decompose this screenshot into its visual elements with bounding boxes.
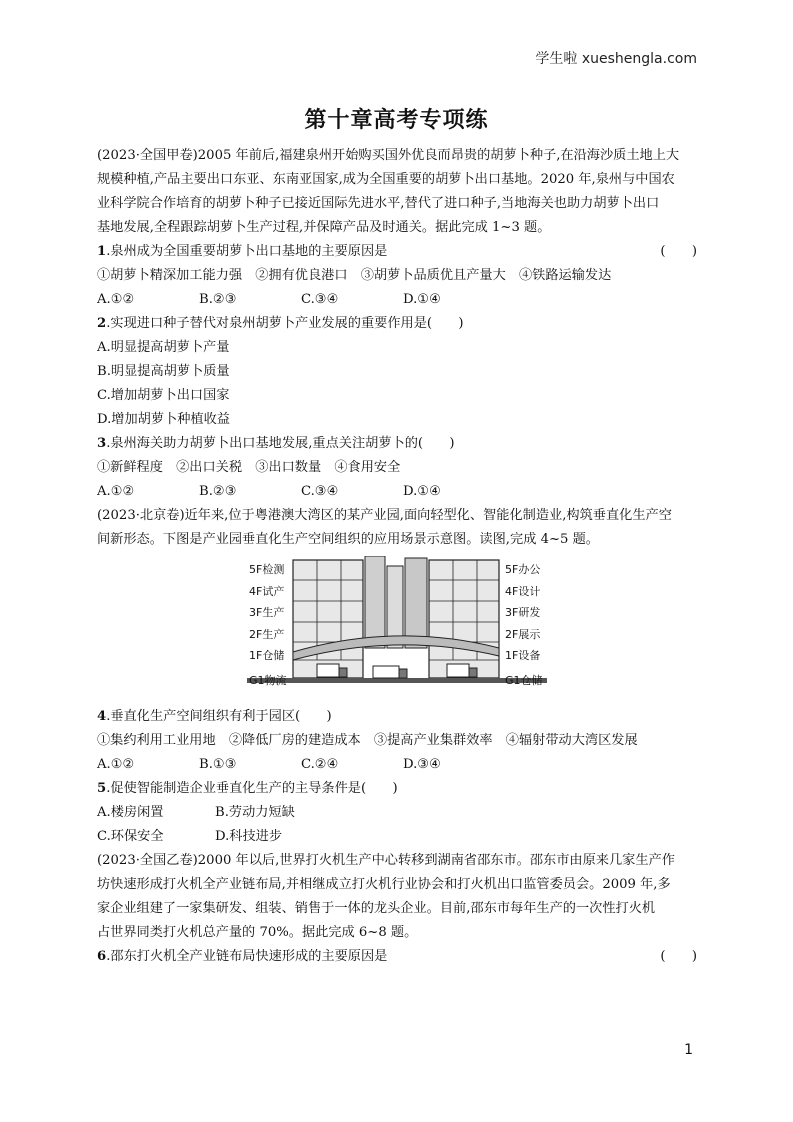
question-text: .垂直化生产空间组织有利于园区( ) xyxy=(106,709,332,724)
passage-line: (2023·全国甲卷)2005 年前后,福建泉州开始购买国外优良而昂贵的胡萝卜种子,在沿海沙质土地上大 xyxy=(97,148,680,163)
passage-1 xyxy=(97,144,697,240)
option-b: B.②③ xyxy=(199,292,237,307)
option-a: A.楼房闲置 xyxy=(97,805,164,820)
question-3 xyxy=(97,432,697,456)
question-items: ①胡萝卜精深加工能力强 ②拥有优良港口 ③胡萝卜品质优且产量大 ④铁路运输发达 xyxy=(97,268,612,283)
question-text: .实现进口种子替代对泉州胡萝卜产业发展的重要作用是( ) xyxy=(106,316,464,331)
ground xyxy=(247,678,547,683)
passage-line: 坊快速形成打火机全产业链布局,并相继成立打火机行业协会和打火机出口监管委员会。2009 年,多 xyxy=(97,877,671,892)
option-d: D.①④ xyxy=(403,484,441,499)
question-items: ①集约利用工业用地 ②降低厂房的建造成本 ③提高产业集群效率 ④辐射带动大湾区发展 xyxy=(97,733,638,748)
vertical-production-diagram xyxy=(247,556,547,699)
option-b: B.明显提高胡萝卜质量 xyxy=(97,364,230,379)
passage-line: 占世界同类打火机总产量的 70%。据此完成 6~8 题。 xyxy=(97,925,418,940)
option-b: B.①③ xyxy=(199,757,237,772)
option-d: D.①④ xyxy=(403,292,441,307)
question-text: .泉州海关助力胡萝卜出口基地发展,重点关注胡萝卜的( ) xyxy=(106,436,455,451)
page-number: 1 xyxy=(684,1042,693,1058)
floor-label-right: 2F展示 xyxy=(505,628,541,641)
option-c: C.②④ xyxy=(301,757,339,772)
question-5 xyxy=(97,777,697,801)
middle-tower xyxy=(365,556,385,648)
middle-tower xyxy=(405,558,427,648)
passage-line: 家企业组建了一家集研发、组装、销售于一体的龙头企业。目前,邵东市每年生产的一次性打火机 xyxy=(97,901,656,916)
floor-label-left: 2F生产 xyxy=(249,628,285,641)
content xyxy=(97,144,697,969)
passage-line: (2023·全国乙卷)2000 年以后,世界打火机生产中心转移到湖南省邵东市。邵东市由原来几家生产作 xyxy=(97,853,675,868)
question-number: 5 xyxy=(97,781,107,796)
option-d: D.③④ xyxy=(403,757,441,772)
passage-3 xyxy=(97,849,697,945)
option-a: A.明显提高胡萝卜产量 xyxy=(97,340,230,355)
option-d: D.科技进步 xyxy=(215,829,283,844)
question-number: 6 xyxy=(97,949,107,964)
options xyxy=(97,753,697,777)
answer-blank: ( ) xyxy=(660,949,697,964)
options xyxy=(97,480,697,504)
floor-label-left: 1F仓储 xyxy=(249,649,285,662)
passage-line: 间新形态。下图是产业园垂直化生产空间组织的应用场景示意图。读图,完成 4~5 题。 xyxy=(97,532,599,547)
question-number: 2 xyxy=(97,316,107,331)
option-b: B.劳动力短缺 xyxy=(215,805,295,820)
passage-line: 业科学院合作培育的胡萝卜种子已接近国际先进水平,替代了进口种子,当地海关也助力胡萝卜出口 xyxy=(97,196,660,211)
option-c: C.增加胡萝卜出口国家 xyxy=(97,388,230,403)
option-b: B.②③ xyxy=(199,484,237,499)
floor-label-right: 3F研发 xyxy=(505,606,541,619)
option-a: A.①② xyxy=(97,484,135,499)
question-text: .邵东打火机全产业链布局快速形成的主要原因是 xyxy=(106,949,388,964)
floor-label-right: 1F设备 xyxy=(505,649,541,662)
page-title: 第十章高考专项练 xyxy=(304,108,489,133)
floor-label-left: 4F试产 xyxy=(249,585,285,598)
passage-line: (2023·北京卷)近年来,位于粤港澳大湾区的某产业园,面向轻型化、智能化制造业,构筑垂直化生产空 xyxy=(97,508,672,523)
passage-line: 基地发展,全程跟踪胡萝卜生产过程,并保障产品及时通关。据此完成 1~3 题。 xyxy=(97,220,551,235)
floor-label-left: G1物流 xyxy=(249,674,287,687)
question-number: 3 xyxy=(97,436,107,451)
floor-label-right: G1仓储 xyxy=(505,674,543,687)
question-number: 1 xyxy=(97,244,107,259)
answer-blank: ( ) xyxy=(660,244,697,259)
question-4 xyxy=(97,705,697,729)
option-a: A.①② xyxy=(97,292,135,307)
options xyxy=(97,288,697,312)
question-text: .泉州成为全国重要胡萝卜出口基地的主要原因是 xyxy=(106,244,388,259)
passage-2 xyxy=(97,504,697,552)
question-1 xyxy=(97,240,697,264)
option-c: C.③④ xyxy=(301,484,339,499)
option-a: A.①② xyxy=(97,757,135,772)
option-c: C.环保安全 xyxy=(97,829,164,844)
options xyxy=(97,801,697,825)
options xyxy=(97,825,697,849)
question-items: ①新鲜程度 ②出口关税 ③出口数量 ④食用安全 xyxy=(97,460,401,475)
watermark: 学生啦 xueshengla.com xyxy=(535,51,697,67)
option-c: C.③④ xyxy=(301,292,339,307)
question-2 xyxy=(97,312,697,336)
passage-line: 规模种植,产品主要出口东亚、东南亚国家,成为全国重要的胡萝卜出口基地。2020 年,泉州与中国农 xyxy=(97,172,675,187)
floor-label-left: 5F检测 xyxy=(249,563,285,576)
question-text: .促使智能制造企业垂直化生产的主导条件是( ) xyxy=(106,781,398,796)
option-d: D.增加胡萝卜种植收益 xyxy=(97,412,230,427)
floor-label-right: 4F设计 xyxy=(505,585,541,598)
question-6 xyxy=(97,945,697,969)
floor-label-left: 3F生产 xyxy=(249,606,285,619)
floor-label-right: 5F办公 xyxy=(505,563,541,576)
question-number: 4 xyxy=(97,709,107,724)
